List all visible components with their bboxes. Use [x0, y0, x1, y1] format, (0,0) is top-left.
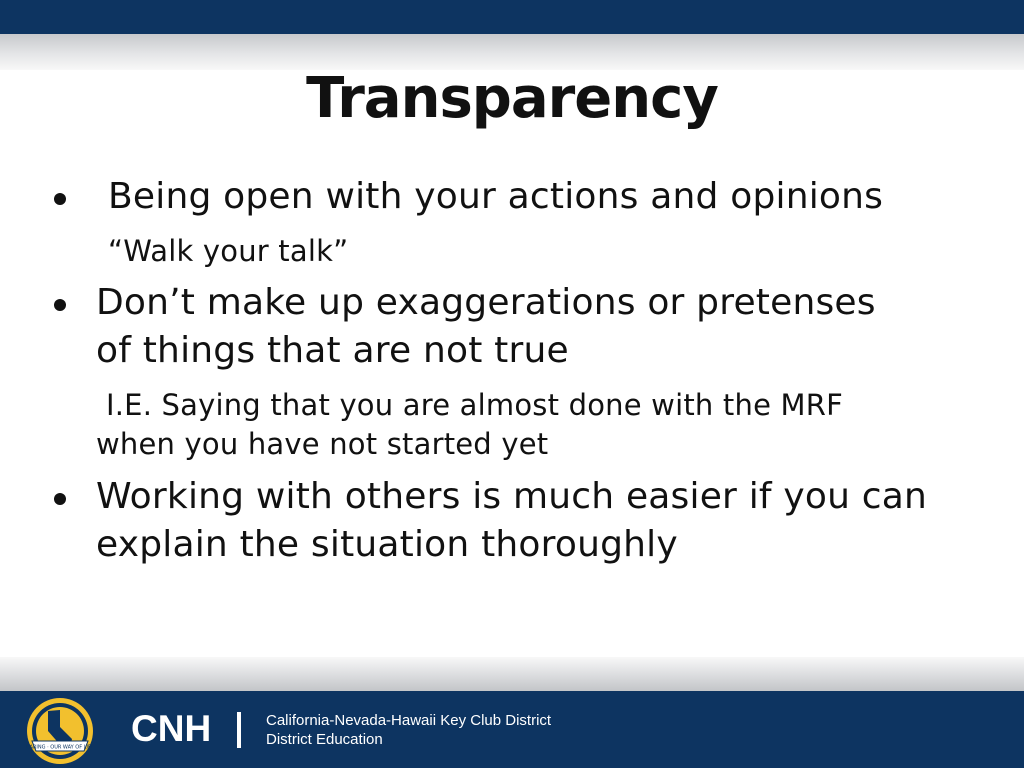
top-gradient-band: [0, 34, 1024, 70]
bullet-3-text-line-2: explain the situation thoroughly: [96, 524, 678, 565]
footer-department: District Education: [266, 731, 383, 748]
bullet-2-subtext-line-1: I.E. Saying that you are almost done with the MRF: [106, 388, 843, 422]
footer-org-name: California-Nevada-Hawaii Key Club District: [266, 712, 552, 729]
bullet-2-subtext-line-2: when you have not started yet: [96, 427, 549, 461]
footer-brand: CNH: [131, 708, 212, 749]
slide-title: Transparency: [306, 66, 718, 131]
bullet-2-text-line-1: Don’t make up exaggerations or pretenses: [96, 282, 876, 323]
logo-text: CARING · OUR WAY OF LIFE: [26, 744, 94, 751]
bullet-dot-2: [54, 299, 66, 311]
bullet-dot-3: [54, 493, 66, 505]
bullet-3-text-line-1: Working with others is much easier if you can: [96, 476, 928, 517]
bottom-gradient-band: [0, 657, 1024, 691]
bullet-1-text: Being open with your actions and opinions: [108, 176, 884, 217]
bullet-1-subtext: “Walk your talk”: [108, 234, 349, 268]
bullet-2-text-line-2: of things that are not true: [96, 330, 569, 371]
key-club-logo: [26, 697, 94, 765]
top-banner: [0, 0, 1024, 34]
bullet-dot-1: [54, 193, 66, 205]
footer-divider: [237, 712, 241, 748]
